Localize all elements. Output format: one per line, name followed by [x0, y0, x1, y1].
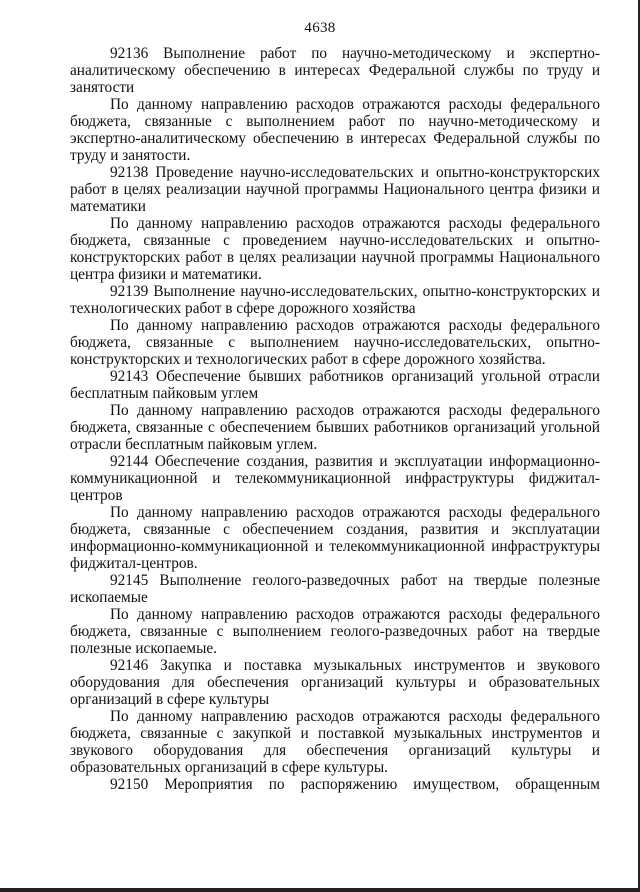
expense-code-title-92145: 92145 Выполнение геолого-разведочных работ на твердые полезные ископаемые	[70, 572, 600, 606]
expense-description-92136: По данному направлению расходов отражаются расходы федерального бюджета, связанные с выполнением работ по научно-методическому и экспертно-аналитическому обеспечению в интересах Федеральной службы по труду и занятости.	[70, 96, 600, 164]
expense-description-92139: По данному направлению расходов отражаются расходы федерального бюджета, связанные с выполнением научно-исследовательских, опытно-конструкторских и технологических работ в сфере дорожного хозяйства.	[70, 317, 600, 368]
expense-code-title-92143: 92143 Обеспечение бывших работников организаций угольной отрасли бесплатным пайковым углем	[70, 368, 600, 402]
expense-description-92138: По данному направлению расходов отражаются расходы федерального бюджета, связанные с проведением научно-исследовательских и опытно-конструкторских работ в целях реализации научной программы Национального центра физики и математики.	[70, 215, 600, 283]
page-number: 4638	[304, 20, 336, 36]
expense-description-92143: По данному направлению расходов отражаются расходы федерального бюджета, связанные с обеспечением бывших работников организаций угольной отрасли бесплатным пайковым углем.	[70, 402, 600, 453]
expense-code-title-92146: 92146 Закупка и поставка музыкальных инструментов и звукового оборудования для обеспечения организаций культуры и образовательных организаций в сфере культуры	[70, 657, 600, 708]
document-body	[70, 45, 600, 793]
expense-description-92144: По данному направлению расходов отражаются расходы федерального бюджета, связанные с обеспечением создания, развития и эксплуатации информационно-коммуникационной и телекоммуникационной инфраструктуры фиджитал-центров.	[70, 504, 600, 572]
expense-code-title-92139: 92139 Выполнение научно-исследовательских, опытно-конструкторских и технологических работ в сфере дорожного хозяйства	[70, 283, 600, 317]
expense-code-title-92136: 92136 Выполнение работ по научно-методическому и экспертно-аналитическому обеспечению в интересах Федеральной службы по труду и занятости	[70, 45, 600, 96]
expense-description-92145: По данному направлению расходов отражаются расходы федерального бюджета, связанные с выполнением геолого-разведочных работ на твердые полезные ископаемые.	[70, 606, 600, 657]
expense-description-92146: По данному направлению расходов отражаются расходы федерального бюджета, связанные с закупкой и поставкой музыкальных инструментов и звукового оборудования для обеспечения организаций культуры и образовательных организаций в сфере культуры.	[70, 708, 600, 776]
scan-edge-bottom	[0, 888, 640, 892]
expense-code-title-92138: 92138 Проведение научно-исследовательских и опытно-конструкторских работ в целях реализации научной программы Национального центра физики и математики	[70, 164, 600, 215]
expense-code-title-92144: 92144 Обеспечение создания, развития и эксплуатации информационно-коммуникационной и телекоммуникационной инфраструктуры фиджитал-центров	[70, 453, 600, 504]
expense-code-title-92150: 92150 Мероприятия по распоряжению имуществом, обращенным	[110, 776, 600, 793]
